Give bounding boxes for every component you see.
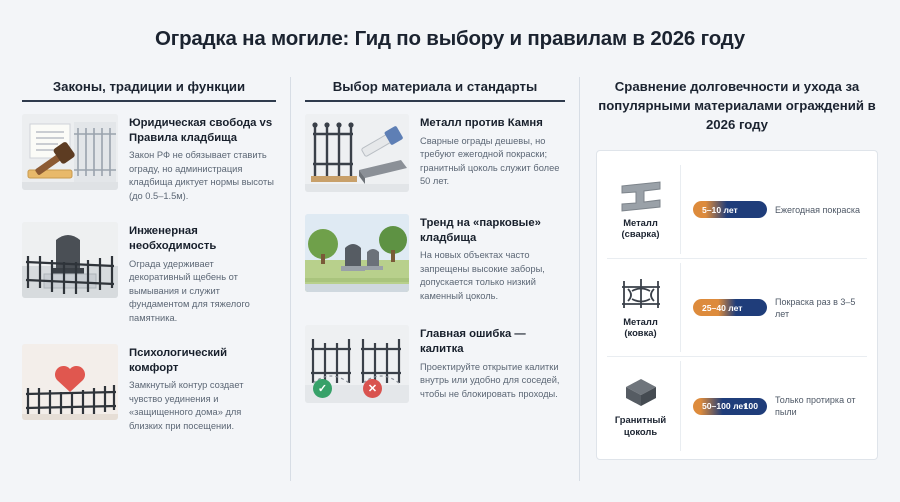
list-item-body: Сварные ограды дешевы, но требуют ежегодной покраски; гранитный цоколь служит более 50 лет. [420, 135, 560, 187]
heart-fence-icon [22, 344, 118, 420]
list-item [305, 325, 565, 403]
chart-bar-cell [681, 299, 775, 316]
park-cemetery-icon [305, 214, 409, 292]
list-item-title: Главная ошибка — калитка [420, 328, 526, 356]
list-item-title: Тренд на «парковые» кладбища [420, 217, 541, 244]
check-icon: ✓ [313, 379, 332, 398]
column-heading-laws: Законы, традиции и функции [22, 77, 276, 102]
scroll-gavel-ruler-icon [22, 114, 118, 190]
chart-row [607, 357, 867, 455]
bar-end-value: 100 [743, 401, 758, 412]
list-item [305, 114, 565, 192]
chart-category-label: Металл (ковка) [623, 315, 658, 339]
columns-container [0, 51, 900, 481]
bar [693, 299, 767, 316]
chart-row-label-cell [607, 361, 681, 451]
list-item-text [129, 344, 276, 433]
bar-range-label: 5–10 лет [702, 204, 738, 215]
list-item-text [420, 325, 565, 401]
bar [693, 201, 767, 218]
list-item-title: Инженерная необходимость [129, 225, 217, 253]
durability-chart [596, 150, 878, 460]
column-laws [22, 77, 290, 481]
chart-row [607, 161, 867, 259]
list-item-body: Ограда удерживает декоративный щебень от вымывания и служит фундаментом для тяжелого памятника. [129, 258, 250, 323]
chart-category-label: Гранитный цоколь [614, 414, 667, 437]
list-item-body: На новых объектах часто запрещены высокие заборы, допускается только низкий каменный цоколь. [420, 250, 545, 301]
list-item-body: Закон РФ не обязывает ставить ограду, но администрация кладбища диктует нормы высоты (до 0.5–1.5м). [129, 150, 274, 201]
list-item [22, 114, 276, 203]
list-item-title: Юридическая свобода vs Правила кладбища [129, 117, 273, 144]
metal-fence-brush-stone-icon [305, 114, 409, 192]
bar [693, 398, 767, 415]
bar-range-label: 50–100 лет [702, 401, 748, 412]
list-item-text [420, 214, 565, 303]
chart-bar-cell [681, 398, 775, 415]
steel-beam-icon [618, 180, 664, 212]
column-comparison-chart [580, 77, 878, 481]
list-item-text [420, 114, 565, 189]
bar-range-label: 25–40 лет [702, 302, 743, 313]
list-item [22, 344, 276, 433]
list-item [305, 214, 565, 303]
gate-check-cross-icon [305, 325, 409, 403]
chart-care-label: Только протирка от пыли [775, 395, 856, 418]
column-materials [290, 77, 580, 481]
chart-row-label-cell [607, 165, 681, 254]
chart-care-label: Покраска раз в 3–5 лет [775, 296, 856, 319]
page-title: Оградка на могиле: Гид по выбору и правилам в 2026 году [154, 27, 746, 50]
list-item-body: Проектируйте открытие калитки внутрь или удобно для соседей, чтобы не блокировать проходы. [420, 361, 560, 399]
list-item-text [129, 222, 276, 325]
chart-row [607, 259, 867, 357]
chart-bar-cell [681, 201, 775, 218]
list-item-text [129, 114, 276, 203]
chart-title: Сравнение долговечности и ухода за популярными материалами ограждений в 2026 году [598, 79, 876, 133]
chart-row-label-cell [607, 263, 681, 352]
list-item-title: Металл против Камня [420, 117, 543, 130]
list-item [22, 222, 276, 325]
cross-icon: ✕ [363, 379, 382, 398]
wrought-iron-icon [618, 277, 664, 311]
list-item-body: Замкнутый контур создает чувство уединения и «защищенного дома» для близких при посещении. [129, 380, 244, 431]
column-heading-materials: Выбор материала и стандарты [305, 77, 565, 102]
gravestone-fence-icon [22, 222, 118, 298]
granite-block-icon [618, 375, 664, 409]
list-item-title: Психологический комфорт [129, 347, 228, 374]
chart-category-label: Металл (сварка) [621, 216, 660, 240]
chart-care-label: Ежегодная покраска [775, 204, 860, 215]
